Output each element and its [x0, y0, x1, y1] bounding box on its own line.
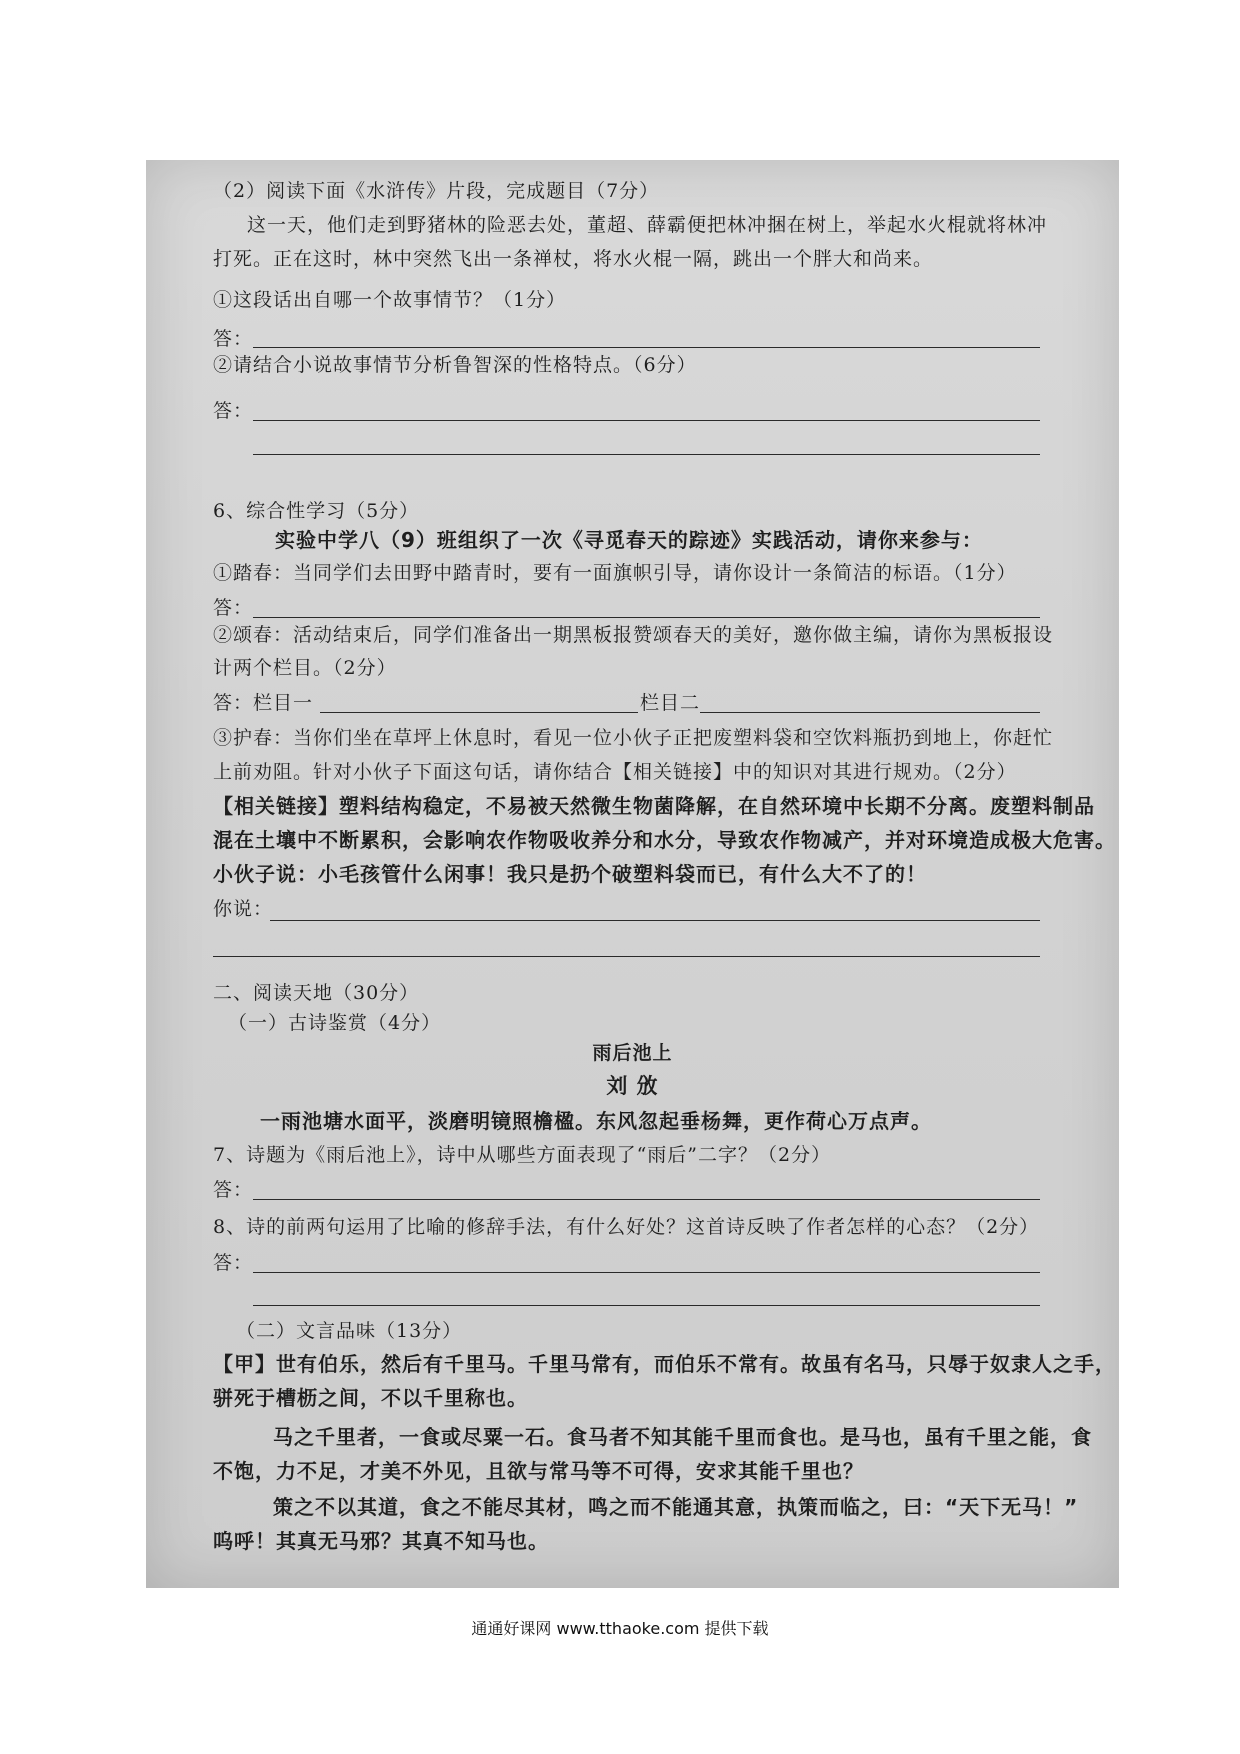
q6-sub1: ①踏春：当同学们去田野中踏青时，要有一面旗帜引导，请你设计一条简洁的标语。（1分） — [213, 562, 1017, 584]
answer-line[interactable] — [253, 1272, 1040, 1273]
poem-title: 雨后池上 — [592, 1042, 673, 1064]
q2-passage-line2: 打死。正在这时，林中突然飞出一条禅杖，将水火棍一隔，跳出一个胖大和尚来。 — [213, 248, 934, 270]
poem-author: 刘 攽 — [606, 1073, 659, 1098]
answer-line[interactable] — [270, 920, 1040, 921]
answer-line[interactable] — [253, 617, 1040, 618]
q7: 7、诗题为《雨后池上》，诗中从哪些方面表现了“雨后”二字？（2分） — [213, 1144, 832, 1166]
classical-para1-line1: 【甲】世有伯乐，然后有千里马。千里马常有，而伯乐不常有。故虽有名马，只辱于奴隶人之手， — [213, 1352, 1116, 1376]
answer-label: 答： — [213, 1252, 254, 1274]
answer-label: 答： — [213, 1179, 254, 1201]
related-link-line1: 【相关链接】塑料结构稳定，不易被天然微生物菌降解，在自然环境中长期不分离。废塑料制品 — [213, 794, 1095, 818]
you-say-label: 你说： — [213, 898, 274, 920]
q2-sub2: ②请结合小说故事情节分析鲁智深的性格特点。（6分） — [213, 354, 697, 376]
q6-sub3-line1: ③护春：当你们坐在草坪上休息时，看见一位小伙子正把废塑料袋和空饮料瓶扔到地上，你赶忙 — [213, 727, 1054, 749]
q6-sub2-line1: ②颂春：活动结束后，同学们准备出一期黑板报赞颂春天的美好，邀你做主编，请你为黑板报设 — [213, 624, 1054, 646]
q2-passage-line1: 这一天，他们走到野猪林的险恶去处，董超、薛霸便把林冲捆在树上，举起水火棍就将林冲 — [247, 214, 1048, 236]
section2-part1-title: （一）古诗鉴赏（4分） — [228, 1012, 442, 1034]
classical-para3-line1: 策之不以其道，食之不能尽其材，鸣之而不能通其意，执策而临之，曰：“天下无马！” — [273, 1495, 1079, 1519]
q8: 8、诗的前两句运用了比喻的修辞手法，有什么好处？这首诗反映了作者怎样的心态？（2分） — [213, 1216, 1040, 1238]
column2-label: 栏目二 — [640, 692, 701, 714]
column2-answer-line[interactable] — [700, 712, 1040, 713]
q2-title: （2）阅读下面《水浒传》片段，完成题目（7分） — [213, 180, 660, 202]
poem-text: 一雨池塘水面平，淡磨明镜照檐楹。东风忽起垂杨舞，更作荷心万点声。 — [260, 1109, 932, 1133]
q6-intro: 实验中学八（9）班组织了一次《寻觅春天的踪迹》实践活动，请你来参与： — [275, 528, 983, 552]
section2-title: 二、阅读天地（30分） — [213, 982, 420, 1004]
footer-download-note: 通通好课网 www.tthaoke.com 提供下载 — [471, 1619, 769, 1638]
section2-part2-title: （二）文言品味（13分） — [236, 1320, 463, 1342]
answer-line[interactable] — [253, 1305, 1040, 1306]
answer-line[interactable] — [253, 1199, 1040, 1200]
related-link-line2: 混在土壤中不断累积，会影响农作物吸收养分和水分，导致农作物减产，并对环境造成极大危害。 — [213, 828, 1116, 852]
answer-label: 答： — [213, 328, 254, 350]
classical-para1-line2: 骈死于槽枥之间，不以千里称也。 — [213, 1386, 528, 1410]
answer-line[interactable] — [253, 420, 1040, 421]
answer-label: 答： — [213, 597, 254, 619]
youth-says: 小伙子说：小毛孩管什么闲事！我只是扔个破塑料袋而已，有什么大不了的！ — [213, 862, 927, 886]
q6-title: 6、综合性学习（5分） — [213, 500, 420, 522]
column1-answer-line[interactable] — [320, 712, 638, 713]
answer-line[interactable] — [213, 956, 1040, 957]
column1-label: 答：栏目一 — [213, 692, 314, 714]
q6-sub2-line2: 计两个栏目。（2分） — [213, 657, 397, 679]
q2-sub1: ①这段话出自哪一个故事情节？（1分） — [213, 289, 567, 311]
classical-para3-line2: 呜呼！其真无马邪？其真不知马也。 — [213, 1529, 549, 1553]
classical-para2-line2: 不饱，力不足，才美不外见，且欲与常马等不可得，安求其能千里也？ — [213, 1459, 864, 1483]
classical-para2-line1: 马之千里者，一食或尽粟一石。食马者不知其能千里而食也。是马也，虽有千里之能，食 — [273, 1425, 1092, 1449]
q6-sub3-line2: 上前劝阻。针对小伙子下面这句话，请你结合【相关链接】中的知识对其进行规劝。（2分） — [213, 761, 1017, 783]
answer-line[interactable] — [253, 347, 1040, 348]
answer-line[interactable] — [253, 454, 1040, 455]
answer-label: 答： — [213, 400, 254, 422]
